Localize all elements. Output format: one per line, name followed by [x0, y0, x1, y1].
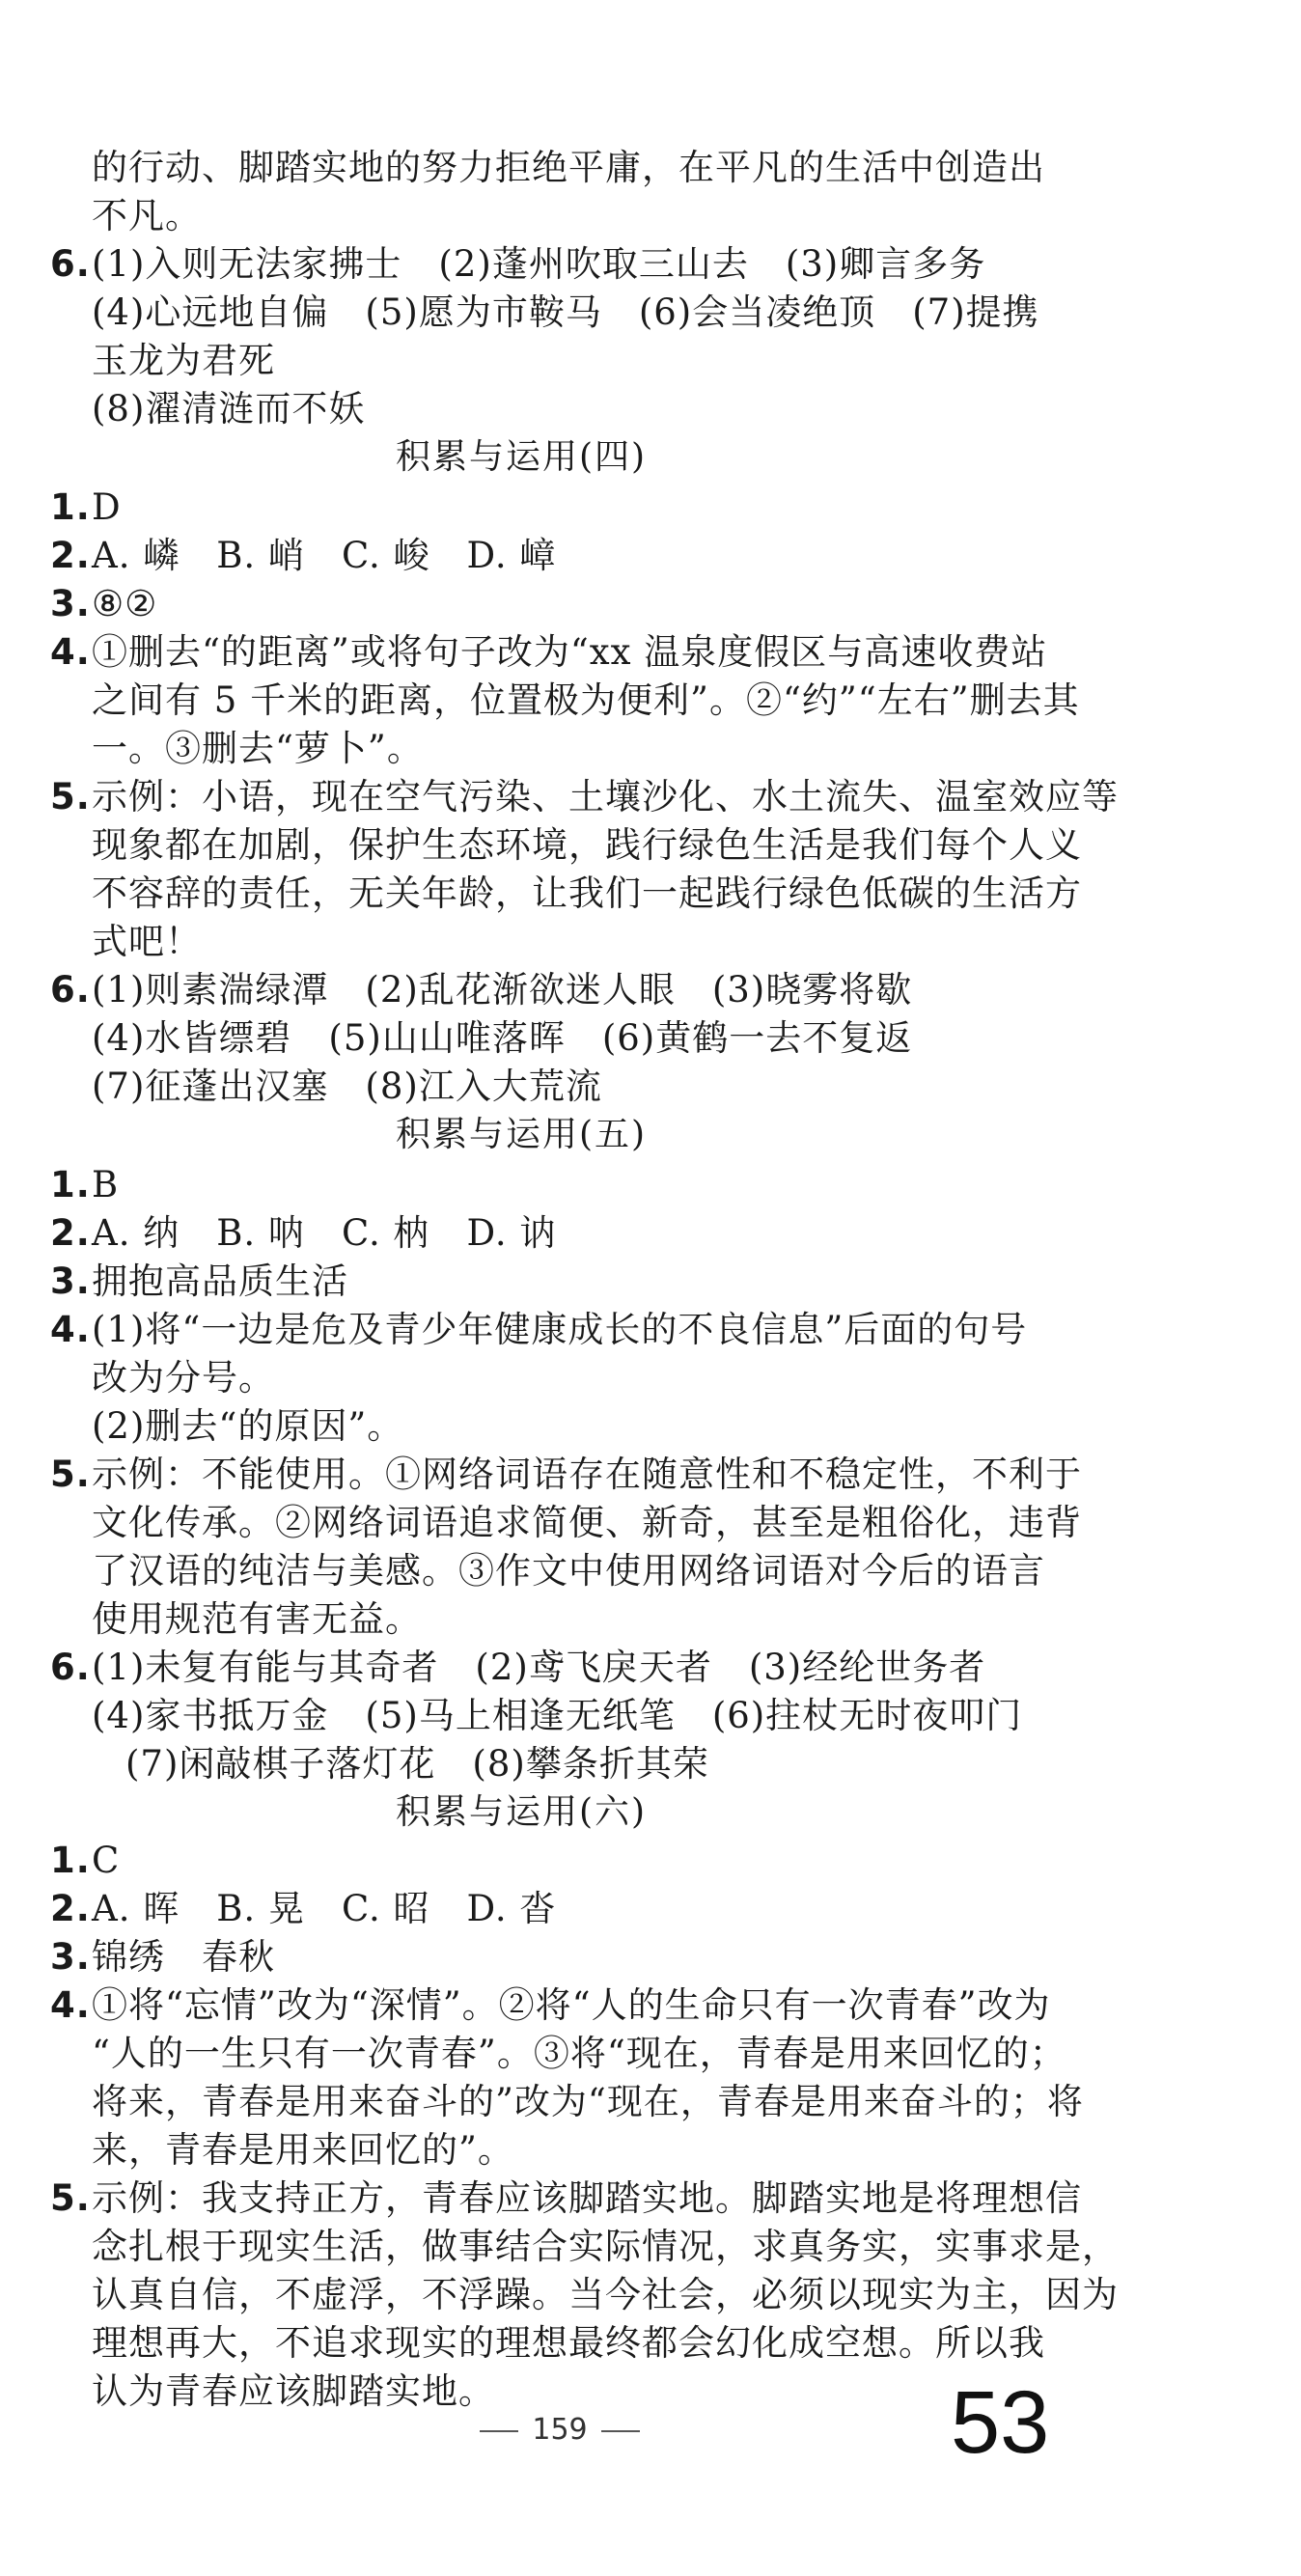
text-line: A. 晖 B. 晃 C. 昭 D. 沓 [92, 1888, 557, 1929]
section-heading: 积累与运用(六) [395, 1792, 648, 1832]
text-line: “人的一生只有一次青春”。③将“现在，青春是用来回忆的； [92, 2033, 1066, 2074]
text-line: 玉龙为君死 [92, 340, 275, 381]
text-line: A. 纳 B. 呐 C. 枘 D. 讷 [92, 1212, 557, 1254]
corner-number: 53 [951, 2373, 1050, 2472]
item-number: 6. [50, 243, 91, 285]
page-number-text: 159 [532, 2413, 588, 2447]
item-number: 6. [50, 969, 91, 1011]
item-number: 1. [50, 486, 91, 528]
text-line: B [92, 1164, 120, 1205]
page-number [463, 2413, 656, 2447]
text-line: ⑧② [92, 583, 158, 624]
section-heading: 积累与运用(四) [395, 437, 648, 477]
text-line: 认真自信，不虚浮，不浮躁。当今社会，必须以现实为主，因为 [92, 2274, 1119, 2315]
text-line: 之间有 5 千米的距离，位置极为便利”。②“约”“左右”删去其 [92, 679, 1080, 721]
page-number-dash-left [480, 2430, 518, 2432]
item-number: 2. [50, 535, 91, 576]
text-line: 改为分号。 [92, 1357, 275, 1399]
text-line: 理想再大，不追求现实的理想最终都会幻化成空想。所以我 [92, 2322, 1045, 2364]
text-line: 使用规范有害无益。 [92, 1598, 422, 1640]
text-line: A. 嶙 B. 峭 C. 峻 D. 嶂 [92, 535, 557, 576]
text-line: (7)闲敲棋子落灯花 (8)攀条折其荣 [125, 1743, 709, 1785]
text-line: (8)濯清涟而不妖 [92, 388, 366, 429]
item-number: 5. [50, 2177, 91, 2219]
text-line: ①删去“的距离”或将句子改为“xx 温泉度假区与高速收费站 [92, 631, 1048, 673]
text-line: (1)将“一边是危及青少年健康成长的不良信息”后面的句号 [92, 1309, 1028, 1350]
item-number: 2. [50, 1888, 91, 1929]
text-line: (1)入则无法家拂士 (2)蓬州吹取三山去 (3)卿言多务 [92, 243, 986, 285]
item-number: 1. [50, 1164, 91, 1205]
text-line: 的行动、脚踏实地的努力拒绝平庸，在平凡的生活中创造出 [92, 147, 1045, 188]
text-line: (4)家书抵万金 (5)马上相逢无纸笔 (6)拄杖无时夜叩门 [92, 1695, 1023, 1736]
text-line: 一。③删去“萝卜”。 [92, 728, 424, 769]
text-line: (4)水皆缥碧 (5)山山唯落晖 (6)黄鹤一去不复返 [92, 1017, 913, 1059]
item-number: 4. [50, 631, 91, 673]
text-line: (7)征蓬出汉塞 (8)江入大荒流 [92, 1066, 602, 1107]
text-line: 不容辞的责任，无关年龄，让我们一起践行绿色低碳的生活方 [92, 873, 1082, 914]
item-number: 5. [50, 1454, 91, 1495]
item-number: 3. [50, 1936, 91, 1978]
item-number: 3. [50, 583, 91, 624]
item-number: 4. [50, 1309, 91, 1350]
text-line: ①将“忘情”改为“深情”。②将“人的生命只有一次青春”改为 [92, 1984, 1051, 2026]
text-line: C [92, 1840, 121, 1881]
item-number: 3. [50, 1260, 91, 1302]
text-line: 来，青春是用来回忆的”。 [92, 2129, 514, 2171]
text-line: 示例：小语，现在空气污染、土壤沙化、水土流失、温室效应等 [92, 776, 1119, 817]
item-number: 4. [50, 1984, 91, 2026]
text-line: 了汉语的纯洁与美感。③作文中使用网络词语对今后的语言 [92, 1550, 1045, 1592]
text-line: (4)心远地自偏 (5)愿为市鞍马 (6)会当凌绝顶 (7)提携 [92, 291, 1039, 333]
item-number: 2. [50, 1212, 91, 1254]
text-line: (1)未复有能与其奇者 (2)鸢飞戾天者 (3)经纶世务者 [92, 1647, 986, 1688]
text-line: 将来，青春是用来奋斗的”改为“现在，青春是用来奋斗的；将 [92, 2081, 1084, 2122]
page-number-dash-right [601, 2430, 640, 2432]
item-number: 5. [50, 776, 91, 817]
item-number: 1. [50, 1840, 91, 1881]
text-line: (2)删去“的原因”。 [92, 1405, 404, 1447]
text-line: D [92, 486, 122, 528]
text-line: 文化传承。②网络词语追求简便、新奇，甚至是粗俗化，违背 [92, 1502, 1082, 1543]
text-line: 念扎根于现实生活，做事结合实际情况，求真务实，实事求是， [92, 2226, 1119, 2267]
text-line: 锦绣 春秋 [92, 1936, 275, 1978]
text-line: (1)则素湍绿潭 (2)乱花渐欲迷人眼 (3)晓雾将歇 [92, 969, 913, 1011]
section-heading: 积累与运用(五) [395, 1115, 648, 1154]
text-line: 认为青春应该脚踏实地。 [92, 2370, 495, 2412]
text-line: 示例：我支持正方，青春应该脚踏实地。脚踏实地是将理想信 [92, 2177, 1082, 2219]
text-line: 现象都在加剧，保护生态环境，践行绿色生活是我们每个人义 [92, 824, 1082, 866]
text-line: 不凡。 [92, 195, 202, 236]
text-line: 示例：不能使用。①网络词语存在随意性和不稳定性，不利于 [92, 1454, 1082, 1495]
text-line: 拥抱高品质生活 [92, 1260, 348, 1302]
item-number: 6. [50, 1647, 91, 1688]
text-line: 式吧！ [92, 921, 202, 962]
